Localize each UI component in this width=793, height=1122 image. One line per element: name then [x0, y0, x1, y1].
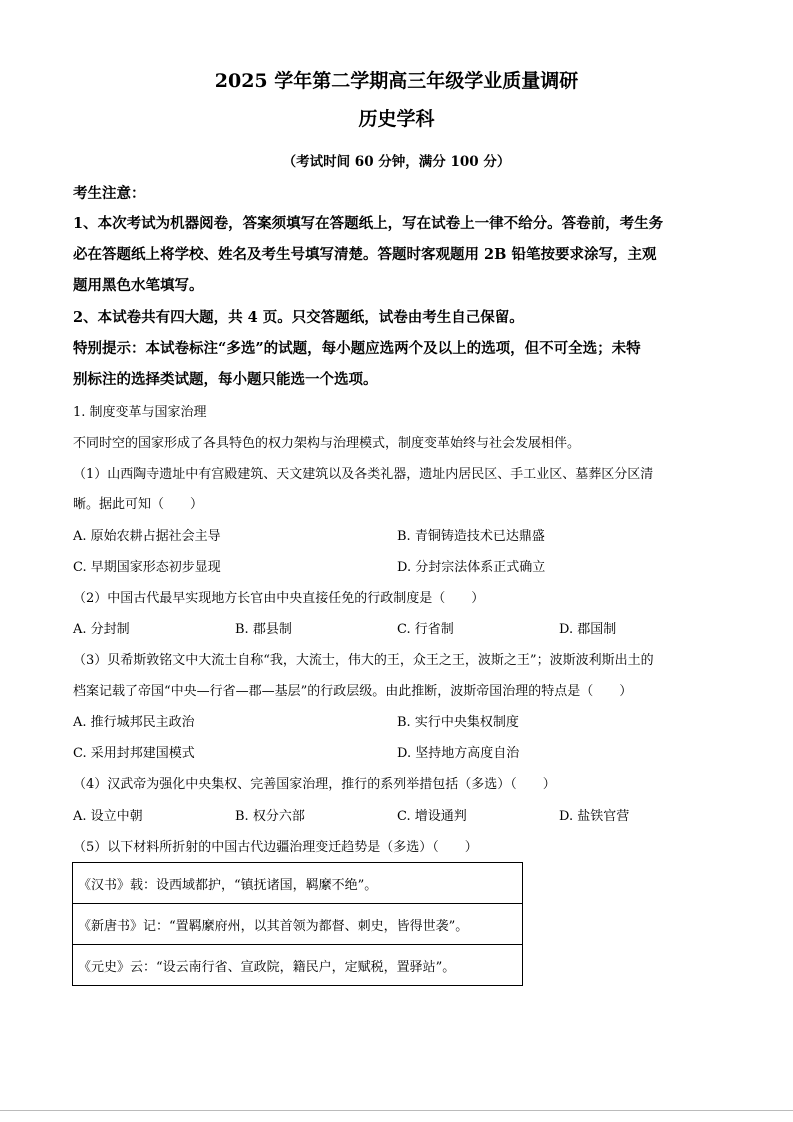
notice-heading: 考生注意：	[73, 185, 146, 202]
material-cell: 《新唐书》记：“置羁縻府州，以其首领为都督、刺史，皆得世袭”。	[73, 904, 523, 945]
material-table	[72, 862, 523, 986]
option-a: A. 推行城邦民主政治	[73, 715, 195, 730]
notice-line: 必在答题纸上将学校、姓名及考生号填写清楚。答题时客观题用 2B 铅笔按要求涂写，主观	[73, 246, 657, 263]
option-d: D. 坚持地方高度自治	[397, 746, 520, 761]
option-d: D. 分封宗法体系正式确立	[397, 560, 546, 575]
option-d: D. 盐铁官营	[559, 809, 630, 824]
option-d: D. 郡国制	[559, 622, 617, 637]
option-c: C. 采用封邦建国模式	[73, 746, 195, 761]
section-title: 1. 制度变革与国家治理	[73, 405, 207, 420]
notice-line: 2、本试卷共有四大题，共 4 页。只交答题纸，试卷由考生自己保留。	[73, 309, 524, 326]
question-stem: （1）山西陶寺遗址中有宫殿建筑、天文建筑以及各类礼器，遗址内居民区、手工业区、墓葬区分区清	[73, 467, 654, 482]
option-b: B. 郡县制	[235, 622, 292, 637]
exam-title: 2025 学年第二学期高三年级学业质量调研	[214, 70, 579, 92]
option-b: B. 权分六部	[235, 809, 305, 824]
option-b: B. 青铜铸造技术已达鼎盛	[397, 529, 545, 544]
material-row	[73, 904, 523, 945]
question-stem: （2）中国古代最早实现地方长官由中央直接任免的行政制度是（ ）	[73, 591, 485, 606]
option-c: C. 增设通判	[397, 809, 467, 824]
material-cell: 《汉书》载：设西域都护，“镇抚诸国，羁縻不绝”。	[73, 863, 523, 904]
question-stem: （5）以下材料所折射的中国古代边疆治理变迁趋势是（多选）（ ）	[73, 840, 478, 855]
question-stem: （3）贝希斯敦铭文中大流士自称“我，大流士，伟大的王，众王之王，波斯之王”；波斯波利斯出土的	[73, 653, 654, 668]
notice-line: 题用黑色水笔填写。	[73, 277, 204, 294]
question-stem: （4）汉武帝为强化中央集权、完善国家治理，推行的系列举措包括（多选）（ ）	[73, 777, 556, 792]
option-c: C. 行省制	[397, 622, 454, 637]
section-intro: 不同时空的国家形成了各具特色的权力架构与治理模式，制度变革始终与社会发展相伴。	[73, 436, 581, 451]
material-row	[73, 863, 523, 904]
material-row	[73, 945, 523, 986]
question-stem: 档案记载了帝国“中央—行省—郡—基层”的行政层级。由此推断，波斯帝国治理的特点是（ ）	[73, 684, 633, 699]
option-b: B. 实行中央集权制度	[397, 715, 519, 730]
option-a: A. 设立中朝	[73, 809, 143, 824]
special-note: 别标注的选择类试题，每小题只能选一个选项。	[73, 371, 378, 388]
material-cell: 《元史》云：“设云南行省、宣政院，籍民户，定赋税，置驿站”。	[73, 945, 523, 986]
special-note: 特别提示：本试卷标注“多选”的试题，每小题应选两个及以上的选项，但不可全选；未特	[73, 340, 641, 357]
subject-title: 历史学科	[358, 108, 435, 130]
option-a: A. 原始农耕占据社会主导	[73, 529, 221, 544]
notice-line: 1、本次考试为机器阅卷，答案须填写在答题纸上，写在试卷上一律不给分。答卷前，考生务	[73, 215, 664, 232]
question-stem: 晰。据此可知（ ）	[73, 497, 204, 512]
exam-info: （考试时间 60 分钟，满分 100 分）	[282, 154, 511, 170]
option-c: C. 早期国家形态初步显现	[73, 560, 221, 575]
page-divider	[0, 1110, 793, 1111]
option-a: A. 分封制	[73, 622, 130, 637]
